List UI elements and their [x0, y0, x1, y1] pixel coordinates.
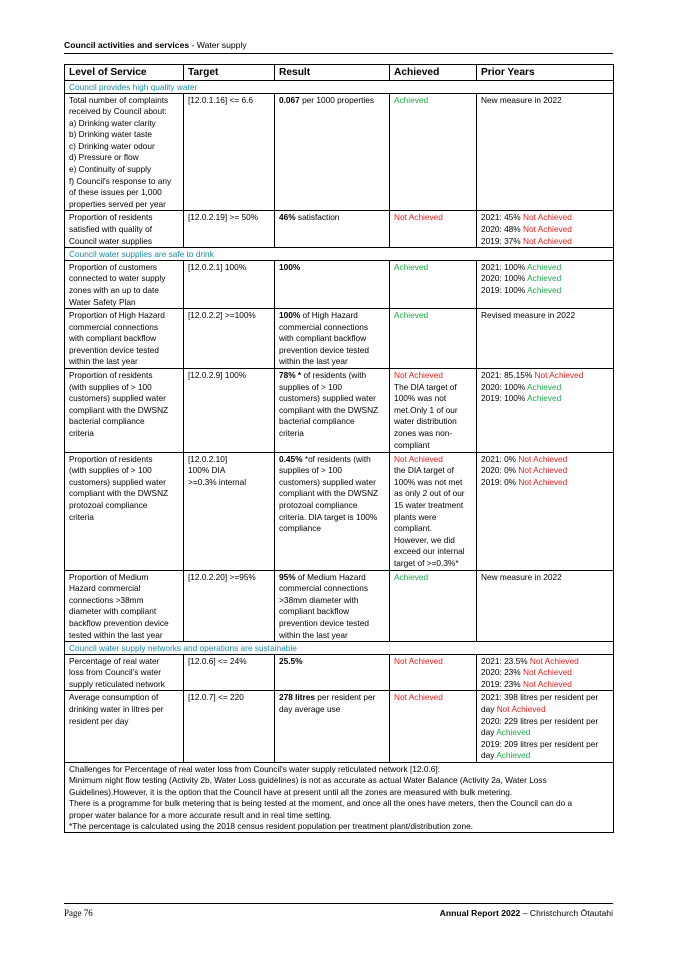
section-title: Council water supply networks and operations are sustainable	[65, 642, 614, 655]
result-value: 100%	[279, 310, 301, 321]
section-row	[65, 248, 614, 261]
target-line: [12.0.2.10]	[188, 453, 228, 464]
level-of-service-line: compliant with the DWSNZ	[69, 404, 169, 415]
achieved-cell	[390, 309, 477, 369]
achieved-status: Achieved	[394, 261, 429, 272]
prior-year-line	[481, 465, 609, 477]
achieved-note: The DIA target of	[394, 381, 457, 392]
prior-year-line	[481, 727, 609, 739]
target-line: [12.0.2.2] >=100%	[188, 310, 256, 321]
achieved-cell	[390, 452, 477, 570]
result-line: protozoal compliance	[279, 500, 358, 511]
result-value: 0.45%	[279, 453, 303, 464]
achieved-status: Achieved	[394, 571, 429, 582]
prior-status: Not Achieved	[522, 678, 572, 689]
prior-text: 2021: 85.15%	[481, 370, 535, 381]
note-line: *The percentage is calculated using the 2018 census resident population per treatment plant/distribution zone.	[69, 821, 474, 832]
prior-text: New measure in 2022	[481, 571, 562, 582]
prior-status: Achieved	[496, 727, 531, 738]
achieved-status: Achieved	[394, 94, 429, 105]
level-of-service-line: Council water supplies	[69, 235, 153, 246]
result-cell	[275, 93, 390, 211]
prior-year-line	[481, 692, 609, 704]
level-of-service-line: prevention device tested	[69, 344, 159, 355]
target-cell	[184, 260, 275, 308]
result-line: with compliant backflow	[279, 333, 367, 344]
level-of-service-line: Hazard commercial	[69, 583, 141, 594]
prior-years-cell	[477, 691, 614, 763]
result-line	[279, 95, 385, 107]
prior-years-cell	[477, 369, 614, 453]
achieved-cell	[390, 369, 477, 453]
prior-status: Not Achieved	[518, 453, 568, 464]
table-header-row	[65, 65, 614, 81]
result-value: 25.5%	[279, 655, 303, 666]
result-line: supplies of > 100	[279, 381, 342, 392]
prior-status: Not Achieved	[529, 655, 579, 666]
result-value: 95%	[279, 571, 296, 582]
result-value: 278 litres	[279, 692, 315, 703]
level-of-service-line: Average consumption of	[69, 692, 159, 703]
achieved-note: plants were	[394, 511, 437, 522]
target-line: >=0.3% internal	[188, 476, 247, 487]
level-of-service-line: Proportion of residents	[69, 453, 153, 464]
target-cell	[184, 654, 275, 691]
note-line: Guidelines).However, it is the option that the Council have at present until all the zones are measured with bulk metering.	[69, 786, 513, 797]
prior-years-cell	[477, 260, 614, 308]
level-of-service-line: criteria	[69, 428, 94, 439]
level-of-service-cell	[65, 309, 184, 369]
level-of-service-line: Proportion of Medium	[69, 571, 149, 582]
level-of-service-line: protozoal compliance	[69, 500, 148, 511]
result-line: compliant with the DWSNZ	[279, 404, 379, 415]
achieved-status: Not Achieved	[394, 453, 443, 464]
achieved-note: 100% was not	[394, 393, 447, 404]
level-of-service-line: supply reticulated network	[69, 678, 165, 689]
result-line: criteria. DIA target is 100%	[279, 511, 378, 522]
header-subsection: - Water supply	[189, 40, 247, 50]
note-line: There is a programme for bulk metering that is being tested at the moment, and once all the ones have meters, then the Council can do a	[69, 798, 573, 809]
level-of-service-line: Proportion of High Hazard	[69, 310, 165, 321]
table-row	[65, 309, 614, 369]
level-of-service-line: loss from Council's water	[69, 667, 161, 678]
result-line: compliance	[279, 523, 321, 534]
level-of-service-cell	[65, 691, 184, 763]
prior-year-line	[481, 704, 609, 716]
result-line: day average use	[279, 704, 341, 715]
table-row	[65, 691, 614, 763]
result-text: of Medium Hazard	[295, 571, 366, 582]
level-of-service-line: customers) supplied water	[69, 476, 166, 487]
prior-status: Achieved	[496, 750, 531, 761]
prior-text: 2020: 48%	[481, 224, 523, 235]
target-line: [12.0.2.9] 100%	[188, 370, 247, 381]
level-of-service-line: backflow prevention device	[69, 617, 169, 628]
result-cell	[275, 260, 390, 308]
result-line: criteria	[279, 428, 304, 439]
result-text: *of residents (with	[302, 453, 371, 464]
prior-status: Not Achieved	[522, 667, 572, 678]
result-line: within the last year	[279, 356, 348, 367]
prior-status: Not Achieved	[534, 370, 584, 381]
level-of-service-line: c) Drinking water odour	[69, 140, 155, 151]
level-of-service-cell	[65, 211, 184, 248]
prior-text: 2020: 0%	[481, 465, 519, 476]
table-row	[65, 260, 614, 308]
header-section: Council activities and services	[64, 40, 190, 50]
level-of-service-line: received by Council about:	[69, 106, 167, 117]
achieved-status: Not Achieved	[394, 370, 443, 381]
prior-text: 2020: 229 litres per resident per	[481, 715, 599, 726]
note-line: Challenges for Percentage of real water loss from Council's water supply reticulated network [12.0.6]:	[69, 764, 440, 774]
footer-rule	[64, 903, 613, 904]
result-line: within the last year	[279, 629, 348, 640]
prior-text: day	[481, 727, 497, 738]
result-text: satisfaction	[295, 212, 340, 223]
result-text: of High Hazard	[300, 310, 358, 321]
level-of-service-line: e) Continuity of supply	[69, 164, 152, 175]
prior-status: Not Achieved	[522, 235, 572, 246]
level-of-service-line: customers) supplied water	[69, 393, 166, 404]
level-of-service-line: Proportion of residents	[69, 212, 153, 223]
achieved-note: compliant	[394, 439, 430, 450]
table-row	[65, 211, 614, 248]
result-line: compliant with the DWSNZ	[279, 488, 379, 499]
prior-year-line	[481, 477, 609, 489]
prior-status: Achieved	[527, 261, 562, 272]
level-of-service-line: compliant with the DWSNZ	[69, 488, 169, 499]
prior-years-cell	[477, 309, 614, 369]
target-cell	[184, 570, 275, 642]
level-of-service-line: properties served per year	[69, 198, 166, 209]
prior-year-line	[481, 370, 609, 382]
report-name: Annual Report 2022	[439, 908, 521, 918]
prior-year-line	[481, 716, 609, 728]
level-of-service-line: with compliant backflow	[69, 333, 157, 344]
prior-text: day	[481, 750, 497, 761]
achieved-cell	[390, 691, 477, 763]
result-line: prevention device tested	[279, 344, 369, 355]
prior-text: 2019: 209 litres per resident per	[481, 738, 599, 749]
prior-text: Revised measure in 2022	[481, 310, 576, 321]
level-of-service-line: drinking water in litres per	[69, 704, 164, 715]
prior-text: 2019: 100%	[481, 393, 528, 404]
achieved-cell	[390, 260, 477, 308]
result-line: supplies of > 100	[279, 465, 342, 476]
level-of-service-line: diameter with compliant	[69, 606, 157, 617]
level-of-service-line: a) Drinking water clarity	[69, 117, 156, 128]
result-line: prevention device tested	[279, 617, 369, 628]
prior-status: Achieved	[527, 284, 562, 295]
result-cell	[275, 369, 390, 453]
result-text: per 1000 properties	[299, 94, 375, 105]
achieved-note: water distribution	[394, 416, 457, 427]
result-line: commercial connections	[279, 321, 368, 332]
prior-status: Achieved	[527, 273, 562, 284]
prior-status: Not Achieved	[522, 212, 572, 223]
prior-text: 2019: 100%	[481, 284, 528, 295]
result-line: customers) supplied water	[279, 476, 376, 487]
prior-text: 2021: 100%	[481, 261, 528, 272]
achieved-status: Not Achieved	[394, 692, 443, 703]
col-header: Level of Service	[65, 65, 184, 81]
target-cell	[184, 369, 275, 453]
prior-text: day	[481, 704, 497, 715]
achieved-status: Not Achieved	[394, 655, 443, 666]
result-value: 78% *	[279, 370, 302, 381]
result-line	[279, 454, 385, 466]
level-of-service-cell	[65, 369, 184, 453]
level-of-service-line: f) Council's response to any	[69, 175, 172, 186]
achieved-cell	[390, 93, 477, 211]
note-line: proper water balance for a more accurate result and in real time setting.	[69, 809, 332, 820]
table-row	[65, 570, 614, 642]
target-line: [12.0.2.19] >= 50%	[188, 212, 259, 223]
result-value: 46%	[279, 212, 296, 223]
result-value: 100%	[279, 261, 301, 272]
prior-text: 2021: 45%	[481, 212, 523, 223]
achieved-note: exceed our internal	[394, 546, 465, 557]
level-of-service-line: zones with an up to date	[69, 284, 159, 295]
target-cell	[184, 691, 275, 763]
section-title: Council provides high quality water	[65, 81, 614, 94]
prior-text: 2021: 23.5%	[481, 655, 530, 666]
prior-year-line	[481, 236, 609, 248]
achieved-note: met.Only 1 of our	[394, 404, 458, 415]
prior-year-line	[481, 212, 609, 224]
prior-years-cell	[477, 211, 614, 248]
level-of-service-line: Water Safety Plan	[69, 296, 136, 307]
prior-text: New measure in 2022	[481, 94, 562, 105]
report-location: – Christchurch Ōtautahi	[520, 908, 613, 918]
result-line	[279, 656, 385, 668]
achieved-cell	[390, 570, 477, 642]
prior-year-line	[481, 656, 609, 668]
prior-status: Not Achieved	[496, 704, 546, 715]
level-of-service-cell	[65, 654, 184, 691]
prior-text: 2020: 100%	[481, 381, 528, 392]
achieved-status: Not Achieved	[394, 212, 443, 223]
result-cell	[275, 309, 390, 369]
result-line: customers) supplied water	[279, 393, 376, 404]
target-cell	[184, 93, 275, 211]
prior-text: 2021: 0%	[481, 453, 519, 464]
note-line: Minimum night flow testing (Activity 2b, Water Loss guidelines) is not as accurate as actual Water Balance (Activity 2a, Water Loss	[69, 775, 547, 786]
achieved-note: the DIA target of	[394, 465, 454, 476]
level-of-service-line: connections >38mm	[69, 594, 144, 605]
result-line: commercial connections	[279, 583, 368, 594]
prior-text: 2019: 0%	[481, 476, 519, 487]
result-cell	[275, 691, 390, 763]
target-line: [12.0.2.20] >=95%	[188, 571, 256, 582]
level-of-service-line: b) Drinking water taste	[69, 129, 153, 140]
result-cell	[275, 452, 390, 570]
prior-year-line	[481, 224, 609, 236]
achieved-note: target of >=0.3%*	[394, 558, 459, 568]
level-of-service-table	[64, 64, 614, 833]
prior-year-line	[481, 454, 609, 466]
table-row	[65, 369, 614, 453]
col-header: Prior Years	[477, 65, 614, 81]
target-line: [12.0.7] <= 220	[188, 692, 244, 703]
result-value: 0.067	[279, 94, 300, 105]
result-text: per resident per	[314, 692, 376, 703]
level-of-service-line: criteria	[69, 511, 94, 522]
result-cell	[275, 211, 390, 248]
prior-year-line	[481, 739, 609, 751]
result-line	[279, 692, 385, 704]
prior-status: Not Achieved	[518, 465, 568, 476]
level-of-service-line: tested within the last year	[69, 629, 163, 640]
table-row	[65, 654, 614, 691]
prior-text: 2021: 398 litres per resident per	[481, 692, 599, 703]
prior-year-line	[481, 310, 609, 322]
achieved-note: zones was non-	[394, 428, 453, 439]
achieved-note: as only 2 out of our	[394, 488, 465, 499]
prior-status: Not Achieved	[522, 224, 572, 235]
target-line: [12.0.2.1] 100%	[188, 261, 247, 272]
notes-cell	[65, 763, 614, 833]
prior-year-line	[481, 572, 609, 584]
target-line: [12.0.1.16] <= 6.6	[188, 94, 254, 105]
prior-text: 2020: 23%	[481, 667, 523, 678]
prior-years-cell	[477, 93, 614, 211]
table-row	[65, 93, 614, 211]
prior-year-line	[481, 273, 609, 285]
prior-years-cell	[477, 570, 614, 642]
prior-year-line	[481, 382, 609, 394]
page-number: Page 76	[64, 908, 93, 918]
achieved-note: compliant.	[394, 523, 432, 534]
level-of-service-line: of these issues per 1,000	[69, 187, 162, 198]
result-cell	[275, 654, 390, 691]
level-of-service-cell	[65, 570, 184, 642]
target-cell	[184, 309, 275, 369]
result-line	[279, 310, 385, 322]
result-line	[279, 370, 385, 382]
achieved-note: 15 water treatment	[394, 500, 464, 511]
target-line: [12.0.6] <= 24%	[188, 655, 247, 666]
prior-year-line	[481, 285, 609, 297]
prior-years-cell	[477, 452, 614, 570]
prior-year-line	[481, 95, 609, 107]
notes-row	[65, 763, 614, 833]
section-row	[65, 642, 614, 655]
target-cell	[184, 211, 275, 248]
prior-year-line	[481, 750, 609, 762]
prior-status: Not Achieved	[518, 476, 568, 487]
level-of-service-line: bacterial compliance	[69, 416, 145, 427]
prior-year-line	[481, 393, 609, 405]
result-line	[279, 212, 385, 224]
level-of-service-line: d) Pressure or flow	[69, 152, 139, 163]
result-line	[279, 262, 385, 274]
level-of-service-line: within the last year	[69, 356, 138, 367]
prior-text: 2020: 100%	[481, 273, 528, 284]
achieved-cell	[390, 211, 477, 248]
achieved-note: However, we did	[394, 534, 455, 545]
table-row	[65, 452, 614, 570]
page-header	[64, 40, 247, 50]
prior-text: 2019: 37%	[481, 235, 523, 246]
result-line	[279, 572, 385, 584]
prior-year-line	[481, 262, 609, 274]
section-row	[65, 81, 614, 94]
level-of-service-cell	[65, 93, 184, 211]
level-of-service-cell	[65, 452, 184, 570]
report-title	[440, 908, 613, 918]
achieved-status: Achieved	[394, 310, 429, 321]
level-of-service-line: connected to water supply	[69, 273, 166, 284]
prior-status: Achieved	[527, 393, 562, 404]
level-of-service-line: Proportion of customers	[69, 261, 158, 272]
level-of-service-line: satisfied with quality of	[69, 224, 153, 235]
level-of-service-line: commercial connections	[69, 321, 158, 332]
level-of-service-line: Percentage of real water	[69, 655, 160, 666]
result-line: >38mm diameter with	[279, 594, 359, 605]
prior-years-cell	[477, 654, 614, 691]
prior-year-line	[481, 667, 609, 679]
level-of-service-cell	[65, 260, 184, 308]
prior-text: 2019: 23%	[481, 678, 523, 689]
col-header: Result	[275, 65, 390, 81]
header-rule	[64, 53, 613, 54]
prior-status: Achieved	[527, 381, 562, 392]
level-of-service-line: Total number of complaints	[69, 94, 169, 105]
result-line: compliant backflow	[279, 606, 350, 617]
target-cell	[184, 452, 275, 570]
result-line: bacterial compliance	[279, 416, 355, 427]
target-line: 100% DIA	[188, 465, 226, 476]
prior-year-line	[481, 679, 609, 691]
achieved-note: 100% was not met	[394, 476, 463, 487]
level-of-service-line: Proportion of residents	[69, 370, 153, 381]
col-header: Target	[184, 65, 275, 81]
col-header: Achieved	[390, 65, 477, 81]
section-title: Council water supplies are safe to drink	[65, 248, 614, 261]
result-text: of residents (with	[301, 370, 367, 381]
level-of-service-line: (with supplies of > 100	[69, 381, 152, 392]
level-of-service-line: (with supplies of > 100	[69, 465, 152, 476]
achieved-cell	[390, 654, 477, 691]
level-of-service-line: resident per day	[69, 715, 129, 726]
result-cell	[275, 570, 390, 642]
